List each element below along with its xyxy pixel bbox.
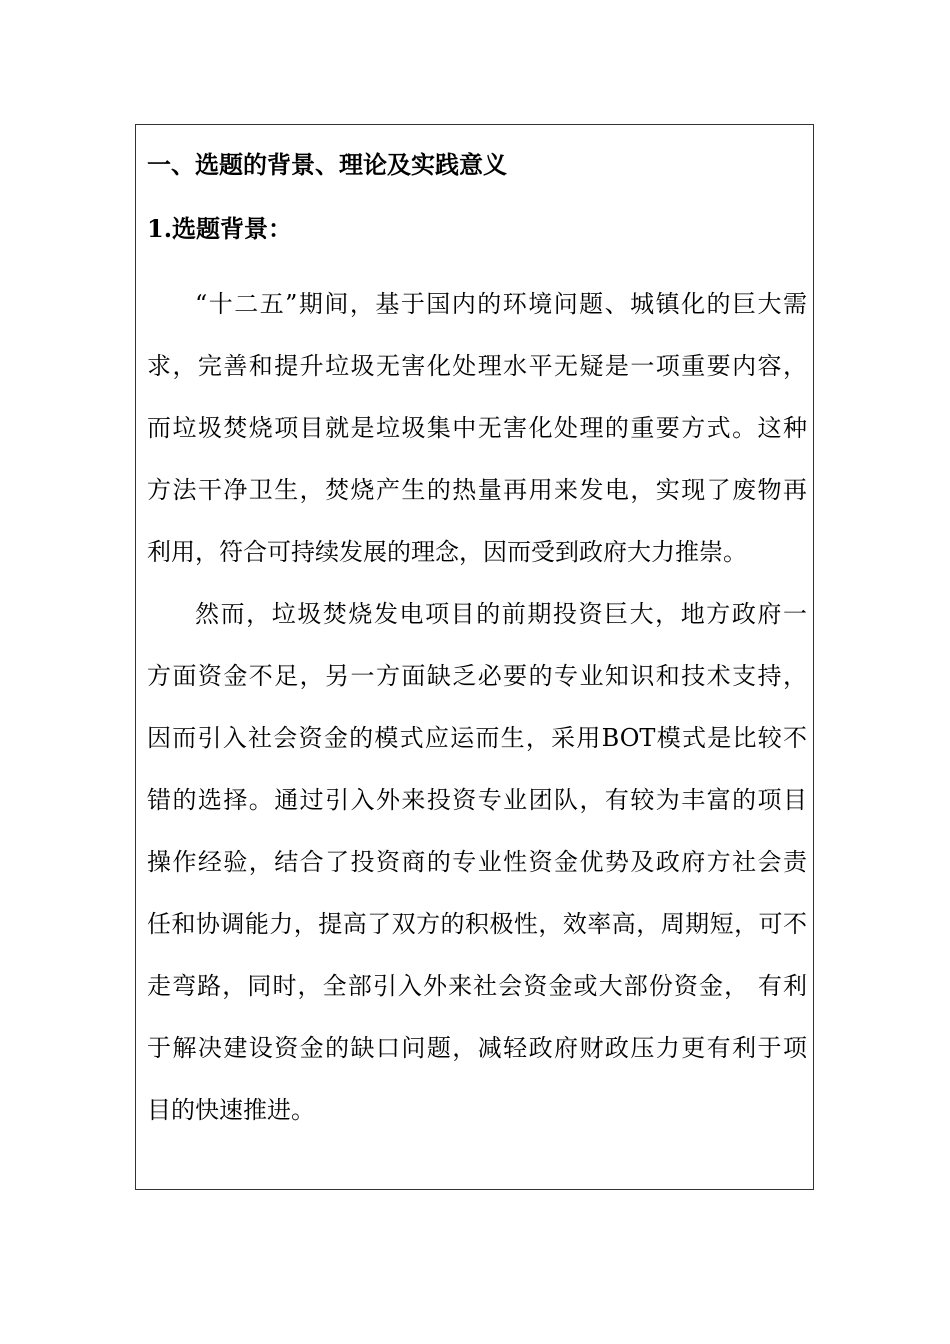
paragraph-1 <box>147 273 807 583</box>
paragraph-2-line: 目的快速推进。 <box>147 1096 315 1124</box>
paragraph-1-line: 而垃圾焚烧项目就是垃圾集中无害化处理的重要方式。这种 <box>147 414 807 442</box>
paragraph-1-line: 方法干净卫生，焚烧产生的热量再用来发电，实现了废物再 <box>147 476 807 504</box>
document-frame <box>135 124 814 1190</box>
paragraph-1-line: “十二五”期间，基于国内的环境问题、城镇化的巨大需 <box>195 290 807 318</box>
paragraph-2 <box>147 583 807 1141</box>
paragraph-2-line: 走弯路，同时，全部引入外来社会资金或大部份资金， 有利 <box>147 972 807 1000</box>
paragraph-2-line: 错的选择。通过引入外来投资专业团队，有较为丰富的项目 <box>147 786 807 814</box>
document-content <box>147 143 807 1141</box>
paragraph-2-line: 因而引入社会资金的模式应运而生，采用BOT模式是比较不 <box>147 724 807 752</box>
section-heading: 一、选题的背景、理论及实践意义 <box>147 150 507 179</box>
sub-heading: 1.选题背景： <box>147 214 293 243</box>
paragraph-2-line: 任和协调能力，提高了双方的积极性，效率高，周期短，可不 <box>147 910 807 938</box>
paragraph-2-line: 方面资金不足，另一方面缺乏必要的专业知识和技术支持， <box>147 662 807 690</box>
paragraph-2-line: 于解决建设资金的缺口问题，减轻政府财政压力更有利于项 <box>147 1034 807 1062</box>
paragraph-1-line: 利用，符合可持续发展的理念，因而受到政府大力推崇。 <box>147 538 747 566</box>
paragraph-2-line: 然而，垃圾焚烧发电项目的前期投资巨大，地方政府一 <box>195 600 807 628</box>
paragraph-2-line: 操作经验，结合了投资商的专业性资金优势及政府方社会责 <box>147 848 807 876</box>
paragraph-1-line: 求，完善和提升垃圾无害化处理水平无疑是一项重要内容， <box>147 352 807 380</box>
